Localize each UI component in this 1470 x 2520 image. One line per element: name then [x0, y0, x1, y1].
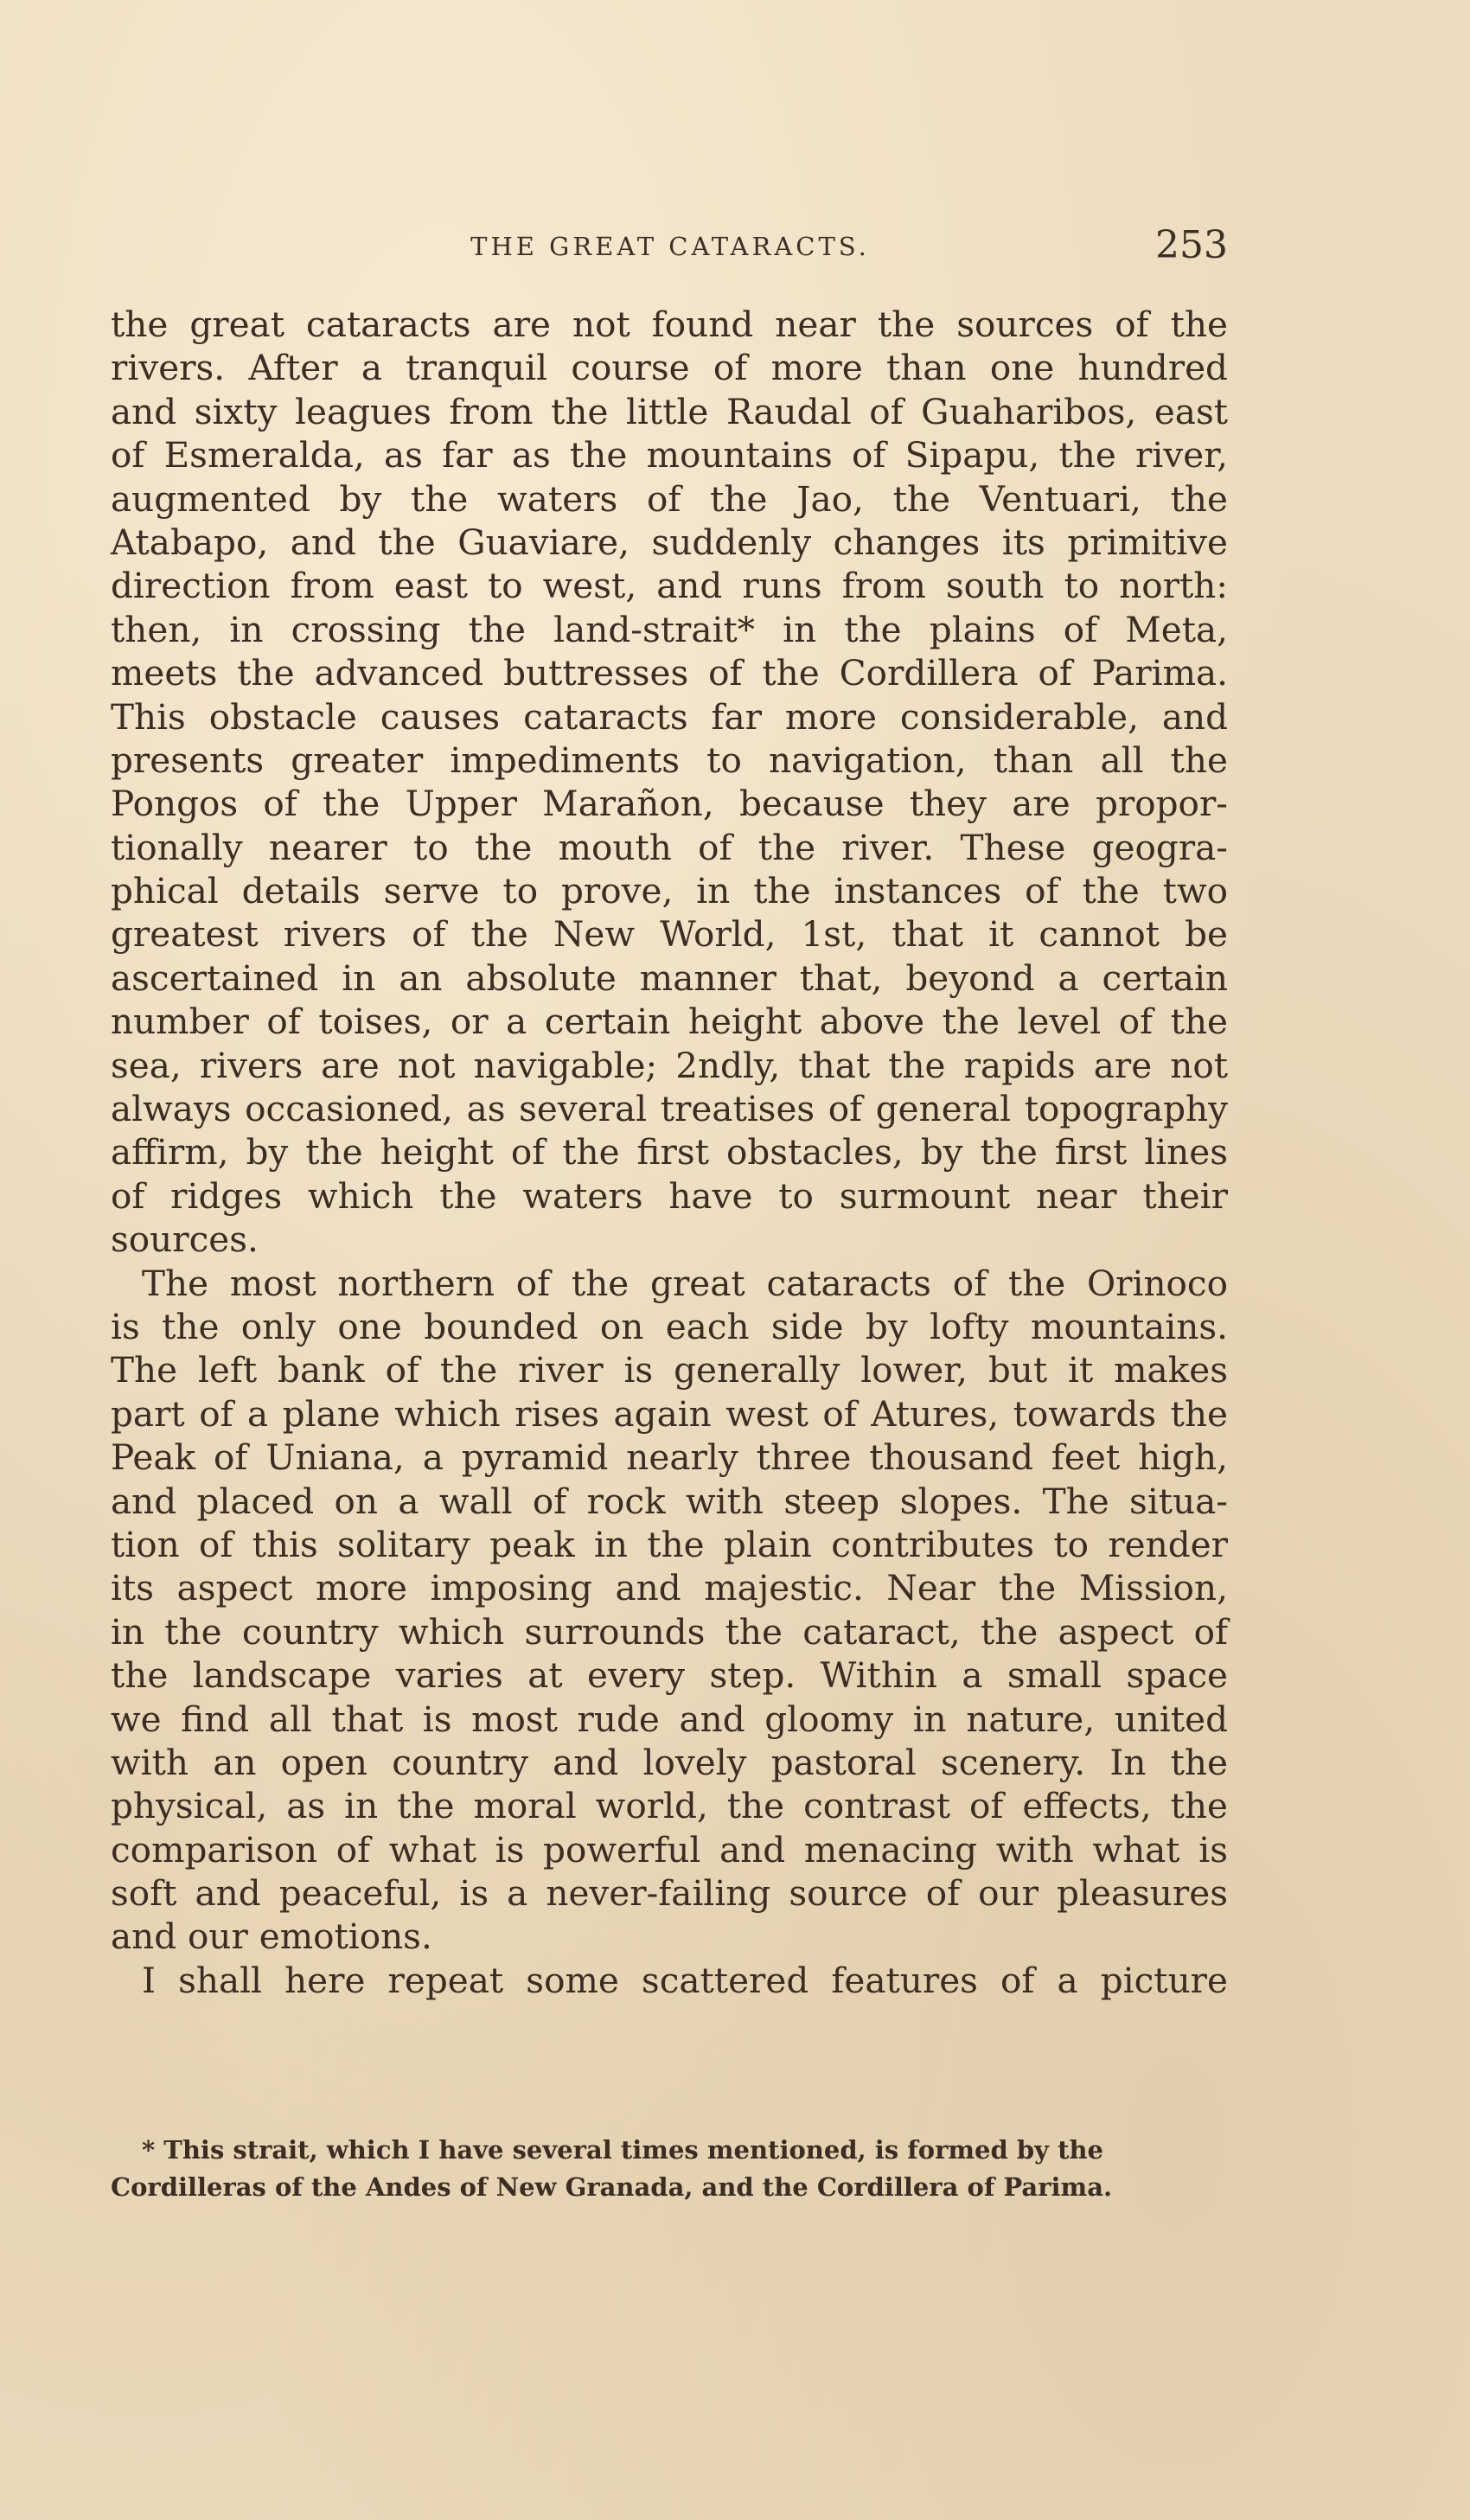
text-line: presents greater impediments to navigation, than all the — [111, 739, 1228, 781]
text-line: its aspect more imposing and majestic. Near the Mission, — [111, 1567, 1228, 1609]
text-line: is the only one bounded on each side by lofty mountains. — [111, 1305, 1228, 1347]
text-line: and sixty leagues from the little Raudal of Guaharibos, east — [111, 390, 1228, 432]
text-line: part of a plane which rises again west of Atures, towards the — [111, 1392, 1228, 1435]
text-line: physical, as in the moral world, the contrast of effects, the — [111, 1785, 1228, 1827]
text-line: Pongos of the Upper Marañon, because they are propor- — [111, 783, 1228, 825]
text-line: The most northern of the great cataracts of the Orinoco — [142, 1262, 1228, 1304]
running-head — [112, 223, 1228, 275]
text-line: phical details serve to prove, in the instances of the two — [111, 870, 1228, 912]
text-line: I shall here repeat some scattered features of a picture — [142, 1959, 1228, 2001]
text-line: we find all that is most rude and gloomy in nature, united — [111, 1698, 1228, 1740]
page-number: 253 — [1155, 223, 1228, 267]
text-line: rivers. After a tranquil course of more than one hundred — [111, 347, 1228, 389]
text-line: and our emotions. — [111, 1916, 432, 1958]
text-line: ascertained in an absolute manner that, beyond a certain — [111, 956, 1228, 999]
text-line: This obstacle causes cataracts far more considerable, and — [111, 695, 1228, 738]
text-line: The left bank of the river is generally lower, but it makes — [111, 1349, 1228, 1391]
text-line: sea, rivers are not navigable; 2ndly, that the rapids are not — [111, 1044, 1228, 1086]
text-line: direction from east to west, and runs from south to north: — [111, 565, 1228, 607]
text-line: number of toises, or a certain height above the level of the — [111, 1001, 1228, 1043]
text-line: of ridges which the waters have to surmount near their — [111, 1174, 1228, 1217]
text-line: augmented by the waters of the Jao, the Ventuari, the — [111, 477, 1228, 520]
text-line: comparison of what is powerful and menacing with what is — [111, 1828, 1228, 1871]
footnote-line: * This strait, which I have several times mentioned, is formed by the — [142, 2135, 1104, 2165]
text-line: tionally nearer to the mouth of the river. These geogra- — [111, 826, 1228, 868]
running-title: THE GREAT CATARACTS. — [470, 232, 870, 261]
text-line: with an open country and lovely pastoral scenery. In the — [111, 1741, 1228, 1783]
text-line: and placed on a wall of rock with steep slopes. The situa- — [111, 1480, 1228, 1522]
text-line: tion of this solitary peak in the plain contributes to render — [111, 1523, 1228, 1565]
text-line: of Esmeralda, as far as the mountains of Sipapu, the river, — [111, 434, 1228, 476]
text-line: soft and peaceful, is a never-failing source of our pleasures — [111, 1872, 1228, 1915]
text-line: Peak of Uniana, a pyramid nearly three thousand feet high, — [111, 1436, 1228, 1479]
text-line: sources. — [111, 1218, 259, 1261]
text-line: the landscape varies at every step. Within a small space — [111, 1654, 1228, 1697]
text-line: affirm, by the height of the first obstacles, by the first lines — [111, 1131, 1228, 1174]
footnote — [111, 2132, 1228, 2206]
body-text — [111, 303, 1228, 2002]
text-line: Atabapo, and the Guaviare, suddenly changes its primitive — [111, 521, 1228, 563]
text-line: the great cataracts are not found near the sources of the — [111, 304, 1228, 345]
text-line: in the country which surrounds the cataract, the aspect of — [111, 1610, 1228, 1653]
footnote-line: Cordilleras of the Andes of New Granada, and the Cordillera of Parima. — [111, 2172, 1113, 2202]
text-line: greatest rivers of the New World, 1st, that it cannot be — [111, 913, 1228, 956]
text-line: meets the advanced buttresses of the Cordillera of Parima. — [111, 652, 1228, 694]
text-line: always occasioned, as several treatises of general topography — [111, 1088, 1228, 1130]
text-line: then, in crossing the land-strait* in the plains of Meta, — [111, 608, 1228, 650]
